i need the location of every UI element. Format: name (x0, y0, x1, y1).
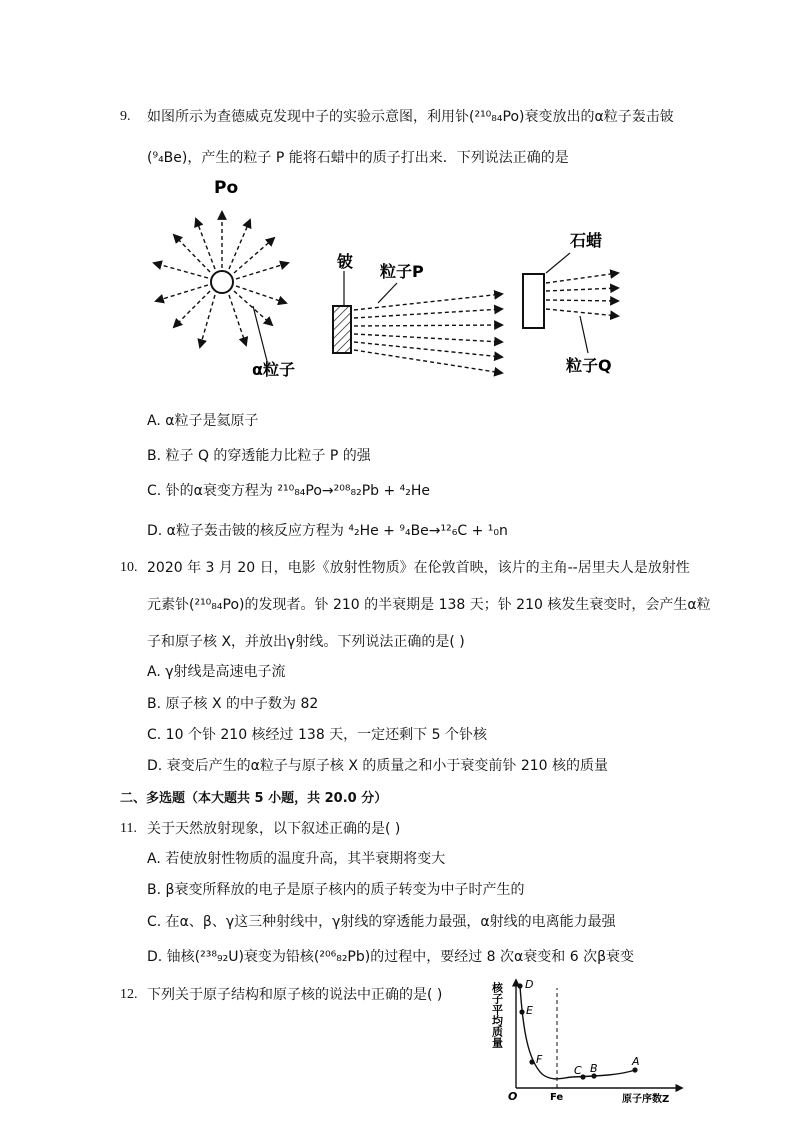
label-point-f: F (536, 1053, 543, 1066)
graph-fe-label: Fe (550, 1092, 564, 1103)
q9-option-a: A. α粒子是氦原子 (147, 413, 259, 429)
q11-option-a: A. 若使放射性物质的温度升高，其半衰期将变大 (147, 851, 446, 867)
q10-option-b: B. 原子核 X 的中子数为 82 (147, 696, 319, 712)
q9-stem-line2: (⁹₄Be)，产生的粒子 P 能将石蜡中的质子打出来．下列说法正确的是 (147, 150, 569, 166)
q12-number: 12. (120, 987, 138, 1002)
q9-stem-line1: 如图所示为查德威克发现中子的实验示意图，利用钋(²¹⁰₈₄Po)衰变放出的α粒子轰击铍 (147, 109, 674, 125)
binding-mass-graph (490, 970, 690, 1110)
q9-option-c: C. 钋的α衰变方程为 ²¹⁰₈₄Po→²⁰⁸₈₂Pb + ⁴₂He (147, 483, 431, 499)
point-f (529, 1059, 534, 1064)
label-po: Po (214, 178, 239, 198)
q10-stem-line2: 元素钋(²¹⁰₈₄Po)的发现者。钋 210 的半衰期是 138 天；钋 210 核发生衰变时，会产生α粒 (147, 597, 711, 613)
q9-option-b: B. 粒子 Q 的穿透能力比粒子 P 的强 (147, 448, 371, 464)
graph-y-axis-label: 核子平均质量 (490, 982, 504, 1048)
point-a (632, 1067, 637, 1072)
label-point-b: B (590, 1062, 598, 1075)
q10-stem-line3: 子和原子核 X，并放出γ射线。下列说法正确的是( ) (147, 634, 465, 650)
point-d (517, 983, 522, 988)
q10-stem-line1: 2020 年 3 月 20 日，电影《放射性物质》在伦敦首映，该片的主角--居里夫人是放射性 (147, 560, 690, 576)
q12-stem: 下列关于原子结构和原子核的说法中正确的是( ) (147, 987, 443, 1003)
paraffin-block (523, 274, 544, 328)
q11-number: 11. (120, 821, 137, 836)
q11-option-c: C. 在α、β、γ这三种射线中，γ射线的穿透能力最强，α射线的电离能力最强 (147, 914, 616, 930)
beryllium-target (333, 306, 351, 353)
q11-option-d: D. 铀核(²³⁸₉₂U)衰变为铅核(²⁰⁶₈₂Pb)的过程中，要经过 8 次α衰变和 6 次β衰变 (147, 949, 635, 965)
section-title-multiple-choice: 二、多选题（本大题共 5 小题，共 20.0 分） (120, 791, 388, 806)
graph-y-label (491, 981, 505, 1049)
q9-option-d: D. α粒子轰击铍的核反应方程为 ⁴₂He + ⁹₄Be→¹²₆C + ¹₀n (147, 523, 508, 539)
q11-option-b: B. β衰变所释放的电子是原子核内的质子转变为中子时产生的 (147, 882, 525, 898)
point-e (519, 1009, 524, 1014)
label-particle-q: 粒子Q (566, 356, 612, 375)
label-point-c: C (574, 1064, 582, 1077)
particle-q-rays (546, 273, 618, 316)
label-point-a: A (632, 1055, 640, 1068)
graph-origin: O (508, 1090, 518, 1103)
label-point-d: D (525, 978, 534, 991)
q10-number: 10. (120, 560, 138, 575)
graph-x-axis-label: 原子序数Z (622, 1094, 670, 1105)
q11-stem: 关于天然放射现象，以下叙述正确的是( ) (147, 821, 401, 837)
chadwick-experiment-figure (140, 175, 640, 385)
q10-option-d: D. 衰变后产生的α粒子与原子核 X 的质量之和小于衰变前钋 210 核的质量 (147, 758, 609, 774)
q9-number: 9. (120, 109, 131, 124)
label-particle-p: 粒子P (380, 262, 424, 281)
particle-p-rays (354, 294, 502, 373)
po-source (154, 212, 288, 361)
label-point-e: E (526, 1004, 533, 1017)
label-paraffin: 石蜡 (570, 231, 603, 250)
label-alpha-particle: α粒子 (252, 360, 295, 379)
label-beryllium: 铍 (337, 252, 354, 271)
q10-option-a: A. γ射线是高速电子流 (147, 664, 286, 680)
q10-option-c: C. 10 个钋 210 核经过 138 天，一定还剩下 5 个钋核 (147, 727, 487, 743)
